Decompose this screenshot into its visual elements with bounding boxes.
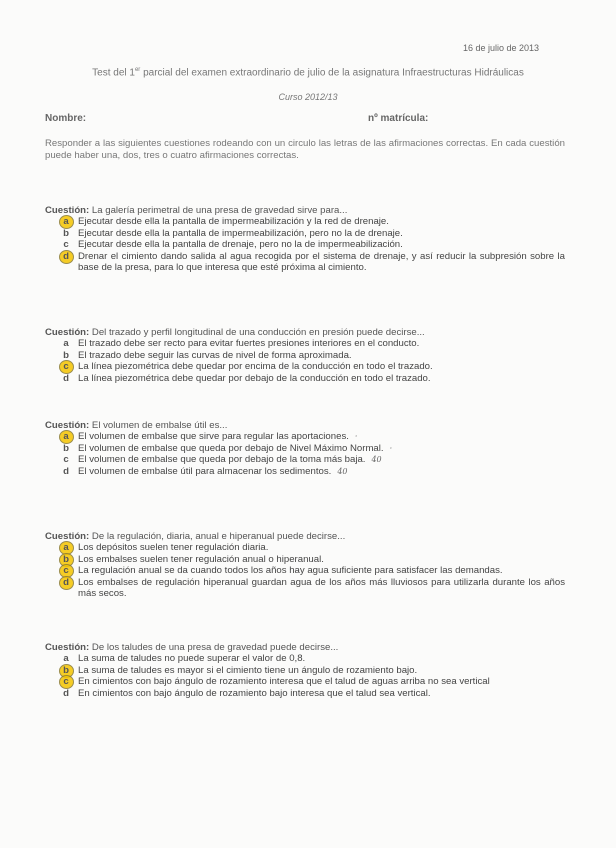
option-letter[interactable]: a [58,216,74,227]
option-text [78,443,565,454]
option-letter[interactable]: a [63,338,69,350]
option-text-content: Los depósitos suelen tener regulación diaria. [78,542,269,554]
question-label: Cuestión: [45,531,90,542]
option-b[interactable] [45,554,565,565]
option-text-content: Ejecutar desde ella la pantalla de impermeabilización, pero no la de drenaje. [78,227,403,239]
option-text-content: En cimientos con bajo ángulo de rozamiento bajo interesa que el talud sea vertical. [78,687,431,699]
stem-text: De los taludes de una presa de gravedad puede decirse... [91,642,339,653]
option-letter[interactable]: d [63,465,69,477]
option-text [78,251,565,274]
name-label: Nombre: [45,113,87,124]
instructions: Responder a las siguientes cuestiones rodeando con un circulo las letras de las afirmaciones correctas. En cada cuestión puede haber una, dos, tres o cuatro afirmaciones correctas. [45,138,565,161]
option-letter[interactable]: b [63,349,69,361]
question-label: Cuestión: [45,642,90,653]
option-letter[interactable]: d [58,577,74,600]
stem-text: El volumen de embalse útil es... [91,420,228,431]
question-1 [45,205,565,273]
option-text [78,565,565,576]
title-text: Test del 1 [92,67,135,79]
option-letter[interactable]: a [63,653,69,665]
option-text [78,239,565,250]
question-stem [45,420,565,431]
option-text-content: El trazado debe ser recto para evitar fuertes presiones interiores en el conducto. [78,338,420,350]
option-c[interactable] [45,454,565,465]
option-text [78,577,565,600]
option-letter[interactable]: c [58,676,74,687]
option-letter[interactable]: a [58,542,74,553]
option-text [78,466,565,477]
enrollment-label: nº matrícula: [368,113,429,124]
option-text-content: El volumen de embalse que queda por debajo de la toma más baja. [78,454,366,466]
option-text [78,431,565,442]
option-d[interactable] [45,373,565,384]
option-b[interactable] [45,228,565,239]
option-text-content: La suma de taludes no puede superar el valor de 0,8. [78,653,306,665]
option-a[interactable] [45,216,565,227]
option-text-content: El trazado debe seguir las curvas de nivel de forma aproximada. [78,349,352,361]
question-5 [45,642,565,699]
option-letter[interactable]: b [63,442,69,454]
handwritten-mark: · [354,432,358,442]
option-letter[interactable]: d [63,687,69,699]
question-3 [45,420,565,477]
option-text [78,228,565,239]
option-text-content: La suma de taludes es mayor si el cimiento tiene un ángulo de rozamiento bajo. [78,664,418,676]
option-text [78,373,565,384]
option-d[interactable] [45,466,565,477]
option-a[interactable] [45,542,565,553]
option-text [78,454,565,465]
handwritten-mark: · [389,443,393,453]
option-text-content: Ejecutar desde ella la pantalla de impermeabilización y la red de drenaje. [78,216,389,228]
option-letter[interactable]: d [58,251,74,274]
question-label: Cuestión: [45,327,90,338]
option-a[interactable] [45,338,565,349]
option-text [78,676,565,687]
option-text-content: En cimientos con bajo ángulo de rozamiento interesa que el talud de aguas arriba no sea vertical [78,676,490,688]
option-d[interactable] [45,688,565,699]
option-d[interactable] [45,251,565,274]
option-text [78,542,565,553]
option-text-content: El volumen de embalse útil para almacenar los sedimentos. [78,465,332,477]
option-c[interactable] [45,239,565,250]
option-b[interactable] [45,443,565,454]
option-text-content: El volumen de embalse que sirve para regular las aportaciones. [78,431,349,443]
option-text [78,338,565,349]
option-a[interactable] [45,431,565,442]
stem-text: Del trazado y perfil longitudinal de una conducción en presión puede decirse... [91,327,425,338]
option-text-content: Drenar el cimiento dando salida al agua recogida por el sistema de drenaje, y así reducir la subpresión sobre la base de la presa, para lo que interesa que esté próxima al cimiento. [78,250,565,274]
option-text-content: Los embalses suelen tener regulación anual o hiperanual. [78,553,324,565]
option-text [78,216,565,227]
title-text-rest: parcial del examen extraordinario de julio de la asignatura Infraestructuras Hidráulicas [140,67,524,79]
exam-title [0,67,616,78]
exam-date: 16 de julio de 2013 [463,43,540,53]
handwritten-mark: 40 [371,455,382,465]
question-stem [45,327,565,338]
title-superscript: er [134,67,141,73]
course-year: Curso 2012/13 [278,92,338,102]
option-letter[interactable]: d [63,372,69,384]
option-letter[interactable]: a [58,431,74,442]
option-text [78,688,565,699]
option-text [78,361,565,372]
option-text-content: Los embalses de regulación hiperanual guardan agua de los años más lluviosos para utilizarla durante los años más secos. [78,576,565,600]
option-letter[interactable]: c [63,454,69,466]
option-text-content: La regulación anual se da cuando todos los años hay agua suficiente para satisfacer las demandas. [78,565,503,577]
handwritten-mark: 40 [337,466,348,476]
option-letter[interactable]: b [58,554,74,565]
option-letter[interactable]: c [58,361,74,372]
question-stem [45,531,565,542]
option-letter[interactable]: b [63,227,69,239]
option-c[interactable] [45,361,565,372]
option-b[interactable] [45,665,565,676]
question-4 [45,531,565,599]
option-letter[interactable]: c [63,239,69,251]
option-text-content: La línea piezométrica debe quedar por encima de la conducción en todo el trazado. [78,361,433,373]
option-letter[interactable]: b [58,665,74,676]
option-text [78,554,565,565]
question-2 [45,327,565,384]
question-label: Cuestión: [45,205,90,216]
option-b[interactable] [45,350,565,361]
option-d[interactable] [45,577,565,600]
question-label: Cuestión: [45,420,90,431]
option-text-content: Ejecutar desde ella la pantalla de drenaje, pero no la de impermeabilización. [78,239,403,251]
question-stem [45,642,565,653]
question-stem [45,205,565,216]
option-text-content: El volumen de embalse que queda por debajo de Nivel Máximo Normal. [78,442,384,454]
stem-text: De la regulación, diaria, anual e hiperanual puede decirse... [91,531,346,542]
option-text [78,653,565,664]
option-c[interactable] [45,565,565,576]
option-text [78,350,565,361]
stem-text: La galería perimetral de una presa de gravedad sirve para... [91,205,348,216]
option-text-content: La línea piezométrica debe quedar por debajo de la conducción en todo el trazado. [78,372,431,384]
option-a[interactable] [45,653,565,664]
option-text [78,665,565,676]
option-letter[interactable]: c [58,565,74,576]
option-c[interactable] [45,676,565,687]
